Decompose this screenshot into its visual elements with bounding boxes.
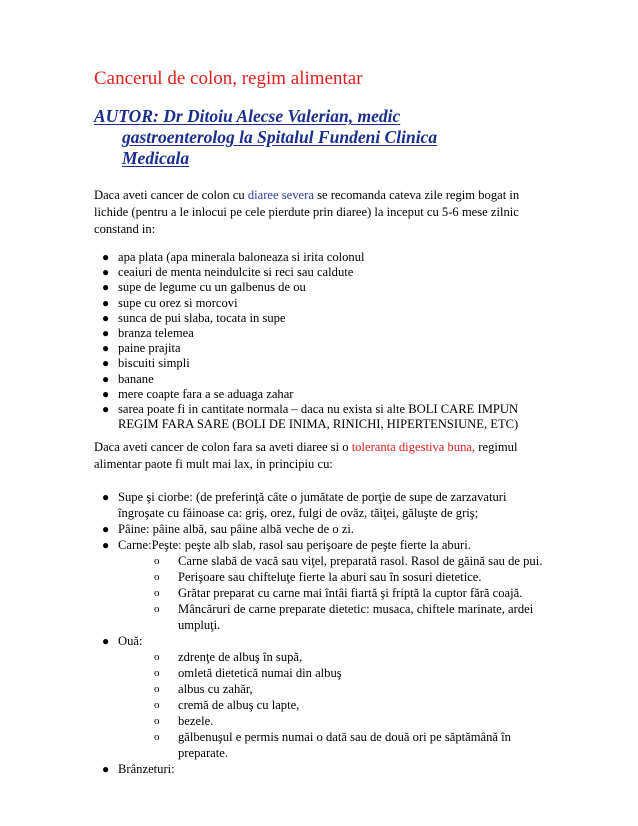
sublist-item: o Mâncăruri de carne preparate dietetic: musaca, chiftele marinate, ardei umpluţi. (154, 602, 534, 632)
bullet-icon: ● (102, 402, 110, 417)
list-item: ● supe de legume cu un galbenus de ou (102, 280, 306, 295)
para2-text-a: Daca aveti cancer de colon fara sa aveti diaree si o (94, 440, 352, 454)
circle-bullet-icon: o (154, 587, 160, 599)
sublist-item: o cremă de albuş cu lapte, (154, 698, 300, 712)
bullet-icon: ● (102, 522, 110, 536)
bullet-icon: ● (102, 341, 110, 356)
list-item: ● biscuiti simpli (102, 356, 190, 371)
sublist-item: o zdrenţe de albuş în supă, (154, 650, 303, 664)
eggs-sublist (118, 649, 542, 761)
list-item: ● apa plata (apa minerala baloneaza si irita colonul (102, 250, 365, 264)
second-paragraph (94, 439, 554, 473)
bullet-icon: ● (102, 538, 110, 552)
para2-text-b: regimul (475, 440, 518, 454)
bullet-icon: ● (102, 265, 110, 280)
list-item: ● Brânzeturi: (102, 762, 175, 776)
sublist-item: o gălbenuşul e permis numai o dată sau de două ori pe săptămână în preparate. (154, 730, 511, 760)
circle-bullet-icon: o (154, 715, 160, 727)
bullet-icon: ● (102, 762, 110, 776)
page-title: Cancerul de colon, regim alimentar (94, 68, 363, 89)
bullet-icon: ● (102, 250, 110, 264)
sublist-item: o Grătar preparat cu carne mai întâi fiartă şi friptă la cuptor fără coajă. (154, 586, 523, 600)
sublist-item: o omletă dietetică numai din albuş (154, 666, 342, 680)
bullet-icon: ● (102, 634, 110, 648)
circle-bullet-icon: o (154, 731, 160, 743)
para2-highlight: toleranta digestiva buna, (351, 440, 476, 454)
circle-bullet-icon: o (154, 699, 160, 711)
author-heading (94, 106, 524, 169)
circle-bullet-icon: o (154, 603, 160, 615)
author-line-1: AUTOR: Dr Ditoiu Alecse Valerian, medic (94, 106, 401, 126)
para2-line-2: alimentar paote fi mult mai lax, in principiu cu: (94, 457, 333, 471)
intro-text-a: Daca aveti cancer de colon cu (94, 188, 248, 202)
bullet-icon: ● (102, 356, 110, 371)
sublist-item: o bezele. (154, 714, 214, 728)
bullet-icon: ● (102, 371, 110, 386)
meat-sublist (118, 553, 542, 633)
circle-bullet-icon: o (154, 555, 160, 567)
circle-bullet-icon: o (154, 651, 160, 663)
circle-bullet-icon: o (154, 667, 160, 679)
list-item: ● paine prajita (102, 341, 181, 356)
list-item: ● supe cu orez si morcovi (102, 295, 238, 310)
intro-text-b: se recomanda cateva zile regim bogat in (313, 188, 520, 202)
bullet-icon: ● (102, 310, 110, 325)
list-item: ● Ouă: o zdrenţe de albuş în supă, o omletă dietetică numai din albuş o albus cu zahăr, o cremă de albuş cu lapte, o bezele. o gălbenuşul e permis numai o dată sau de două ori pe săptămână în preparate. (94, 633, 542, 761)
sublist-item: o albus cu zahăr, (154, 682, 253, 696)
intro-paragraph (94, 187, 554, 238)
intro-line-3: constand in: (94, 222, 156, 236)
sublist-item: o Perişoare sau chifteluţe fierte la aburi sau în sosuri dietetice. (154, 570, 482, 584)
bullet-icon: ● (102, 490, 110, 504)
list-item: ● ceaiuri de menta neindulcite si reci sau caldute (102, 265, 354, 280)
diet-list-general (94, 489, 542, 777)
list-item: ● Pâine: pâine albă, sau pâine albă veche de o zi. (102, 522, 355, 536)
list-item: ● Supe şi ciorbe: (de preferinţă câte o jumătate de porţie de supe de zarzavaturi îngroşate cu făinoase ca: griş, orez, fulgi de ovăz, tăiţei, găluşte de griş; (102, 490, 507, 520)
diet-list-diarrhea (94, 250, 518, 432)
list-item: ● sunca de pui slaba, tocata in supe (102, 310, 286, 325)
list-item: ● mere coapte fara a se aduaga zahar (102, 386, 294, 401)
list-item: ● branza telemea (102, 326, 194, 341)
list-item: ● Carne:Peşte: peşte alb slab, rasol sau perişoare de peşte fierte la aburi. o Carne slabă de vacă sau viţel, preparată rasol. Rasol de găină sau de pui. o Perişoare sau chifteluţe fierte la aburi sau în sosuri dietetice. o Grătar preparat cu carne mai întâi fiartă şi friptă la cuptor fără coajă. o Mâncăruri de carne preparate dietetic: musaca, chiftele marinate, ardei umpluţi. (102, 538, 543, 632)
bullet-icon: ● (102, 326, 110, 341)
author-line-3: Medicala (122, 148, 190, 168)
intro-highlight: diaree severa (247, 188, 314, 202)
list-item: ● banane (102, 371, 154, 386)
list-item: ● sarea poate fi in cantitate normala – daca nu exista si alte BOLI CARE IMPUN REGIM FARA SARE (BOLI DE INIMA, RINICHI, HIPERTENSIUNE, ETC) (102, 402, 519, 432)
sublist-item: o Carne slabă de vacă sau viţel, preparată rasol. Rasol de găină sau de pui. (154, 554, 543, 568)
bullet-icon: ● (102, 280, 110, 295)
circle-bullet-icon: o (154, 683, 160, 695)
bullet-icon: ● (102, 295, 110, 310)
author-line-2: gastroenterolog la Spitalul Fundeni Clinica (122, 127, 438, 147)
intro-line-2: lichide (pentru a le inlocui pe cele pierdute prin diaree) la inceput cu 5-6 mese zilnic (94, 205, 519, 219)
bullet-icon: ● (102, 386, 110, 401)
circle-bullet-icon: o (154, 571, 160, 583)
